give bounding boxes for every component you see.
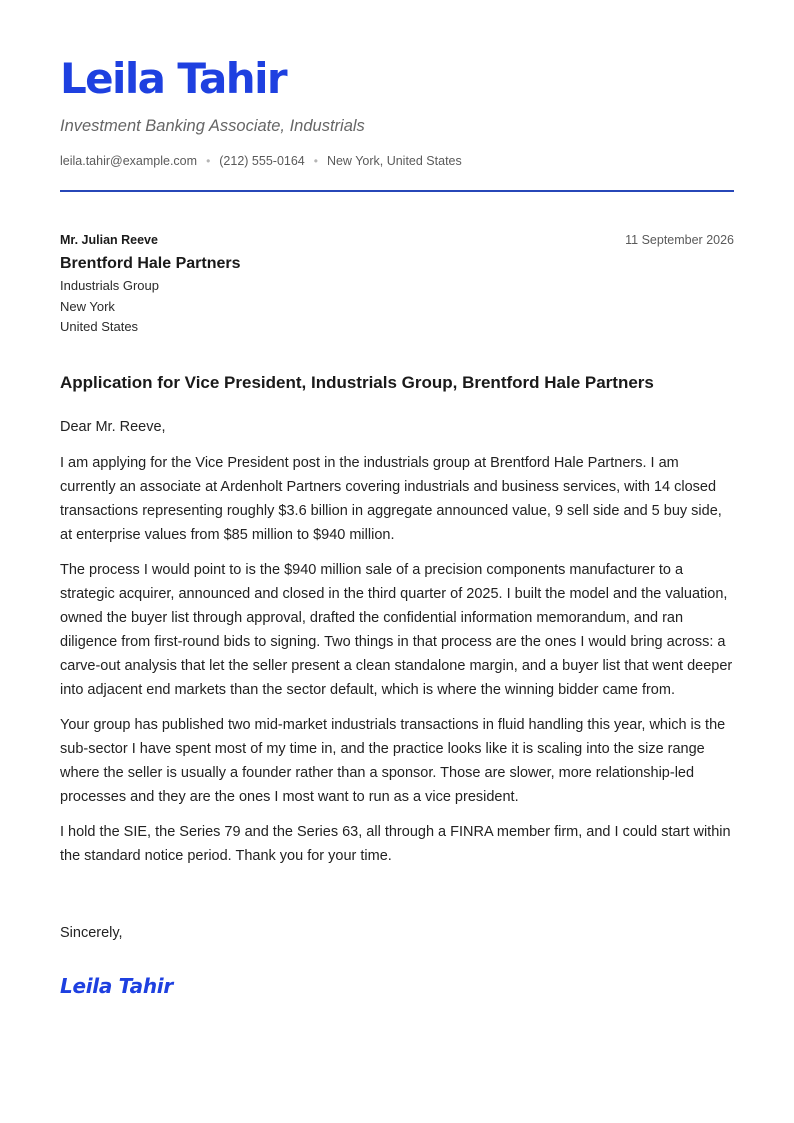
letter-date: 11 September 2026 [625, 233, 734, 247]
recipient-address-line: United States [60, 319, 139, 334]
contact-phone[interactable]: (212) 555-0164 [219, 154, 305, 168]
contact-row [60, 153, 462, 169]
recipient-address-line: New York [60, 298, 115, 314]
cover-letter-page [60, 0, 734, 1123]
signature: Leila Tahir [60, 974, 173, 998]
contact-separator: • [206, 154, 211, 168]
body-paragraph: I hold the SIE, the Series 79 and the Series 63, all through a FINRA member firm, and I could start within the standard notice period. Thank you for your time. [60, 824, 731, 864]
closing: Sincerely, [60, 925, 123, 941]
letter-body [60, 451, 734, 879]
salutation: Dear Mr. Reeve, [60, 419, 166, 435]
contact-separator: • [313, 154, 318, 168]
header-divider [60, 190, 734, 192]
recipient-company: Brentford Hale Partners [60, 255, 241, 272]
body-paragraph: The process I would point to is the $940 million sale of a precision components manufacturer to a strategic acquirer, announced and closed in the third quarter of 2025. I built the model and the valuation, owned the buyer list through approval, drafted the confidential information memorandum, and ran diligence from first-round bids to signing. Two things in that process are the ones I would bring across: a carve-out analysis that let the seller present a clean standalone margin, and a buyer list that went deeper into adjacent end markets than the sector default, which is where the winning bidder came from. [60, 562, 733, 698]
applicant-name: Leila Tahir [60, 54, 286, 103]
body-paragraph: I am applying for the Vice President post in the industrials group at Brentford Hale Partners. I am currently an associate at Ardenholt Partners covering industrials and business services, with 14 closed transactions representing roughly $3.6 billion in aggregate announced value, 9 sell side and 5 buy side, at enterprise values from $85 million to $940 million. [60, 455, 722, 543]
letter-subject: Application for Vice President, Industrials Group, Brentford Hale Partners [60, 373, 654, 392]
body-paragraph: Your group has published two mid-market industrials transactions in fluid handling this year, which is the sub-sector I have spent most of my time in, and the practice looks like it is scaling into the size range where the seller is usually a founder rather than a sponsor. Those are slower, more relationship-led processes and they are the ones I most want to run as a vice president. [60, 717, 726, 805]
recipient-block [60, 232, 540, 338]
applicant-title: Investment Banking Associate, Industrials [60, 117, 365, 135]
recipient-address-line: Industrials Group [60, 278, 159, 293]
recipient-name: Mr. Julian Reeve [60, 233, 158, 247]
contact-email[interactable]: leila.tahir@example.com [60, 154, 198, 168]
contact-location: New York, United States [326, 154, 462, 168]
